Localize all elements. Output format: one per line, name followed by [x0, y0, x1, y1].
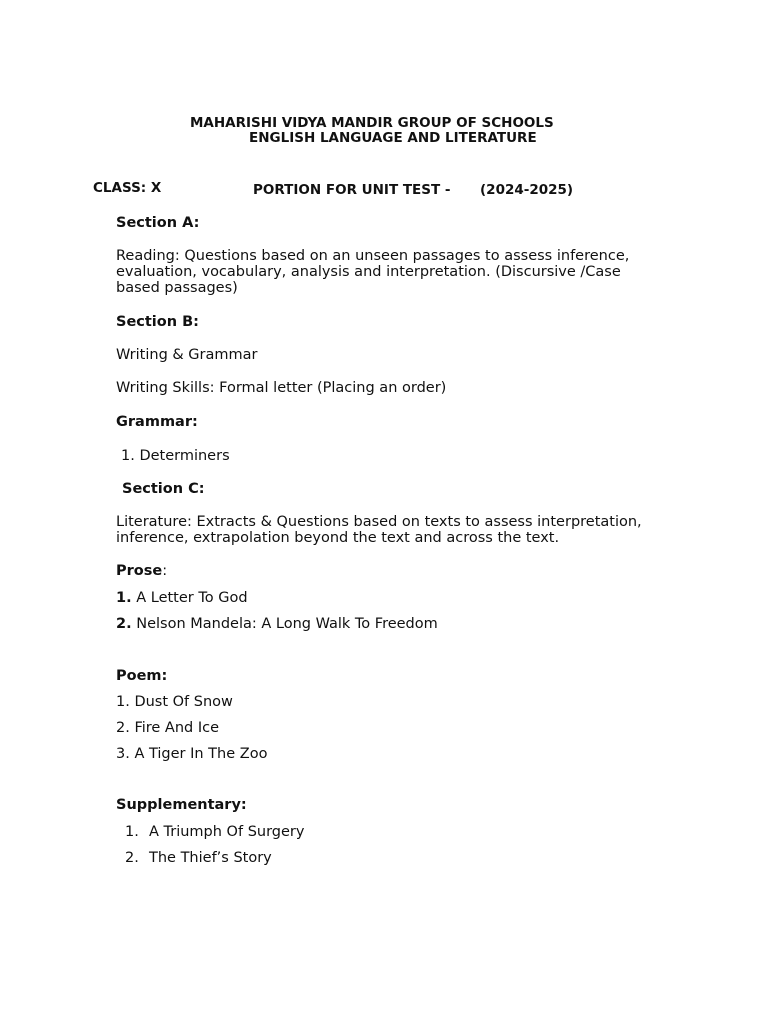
poem-heading: Poem:	[116, 668, 168, 684]
section-c-heading: Section C:	[122, 481, 205, 497]
school-name: MAHARISHI VIDYA MANDIR GROUP OF SCHOOLS	[190, 115, 554, 131]
prose-item-number: 2.	[116, 616, 132, 632]
prose-heading-line	[116, 563, 167, 579]
grammar-heading: Grammar:	[116, 414, 198, 430]
writing-grammar-subtitle: Writing & Grammar	[116, 347, 258, 363]
portion-title: PORTION FOR UNIT TEST -	[253, 182, 451, 198]
supplementary-heading: Supplementary:	[116, 797, 247, 813]
poem-item: 1. Dust Of Snow	[116, 694, 233, 710]
prose-colon: :	[162, 563, 168, 579]
academic-year: (2024-2025)	[480, 182, 574, 198]
writing-skills-line: Writing Skills: Formal letter (Placing an order)	[116, 380, 447, 396]
supplementary-item-number: 1.	[125, 824, 139, 840]
supplementary-item-text: A Triumph Of Surgery	[149, 824, 305, 840]
section-b-heading: Section B:	[116, 314, 199, 330]
literature-paragraph: Literature: Extracts & Questions based on texts to assess interpretation, inference, extrapolation beyond the text and across the text.	[116, 514, 642, 546]
poem-item: 3. A Tiger In The Zoo	[116, 746, 268, 762]
class-label: CLASS: X	[93, 180, 162, 196]
prose-item-number: 1.	[116, 590, 132, 606]
prose-item	[116, 616, 438, 632]
supplementary-item-text: The Thief’s Story	[149, 850, 272, 866]
prose-item-text: Nelson Mandela: A Long Walk To Freedom	[136, 616, 438, 632]
poem-item: 2. Fire And Ice	[116, 720, 220, 736]
prose-item	[116, 590, 248, 606]
section-a-heading: Section A:	[116, 215, 200, 231]
prose-item-text: A Letter To God	[136, 590, 248, 606]
supplementary-item-number: 2.	[125, 850, 139, 866]
reading-paragraph: Reading: Questions based on an unseen passages to assess inference, evaluation, vocabulary, analysis and interpretation. (Discursive /Case based passages)	[116, 248, 630, 296]
prose-heading: Prose	[116, 563, 163, 579]
subject-title: ENGLISH LANGUAGE AND LITERATURE	[249, 130, 537, 146]
grammar-item: 1. Determiners	[121, 448, 230, 464]
